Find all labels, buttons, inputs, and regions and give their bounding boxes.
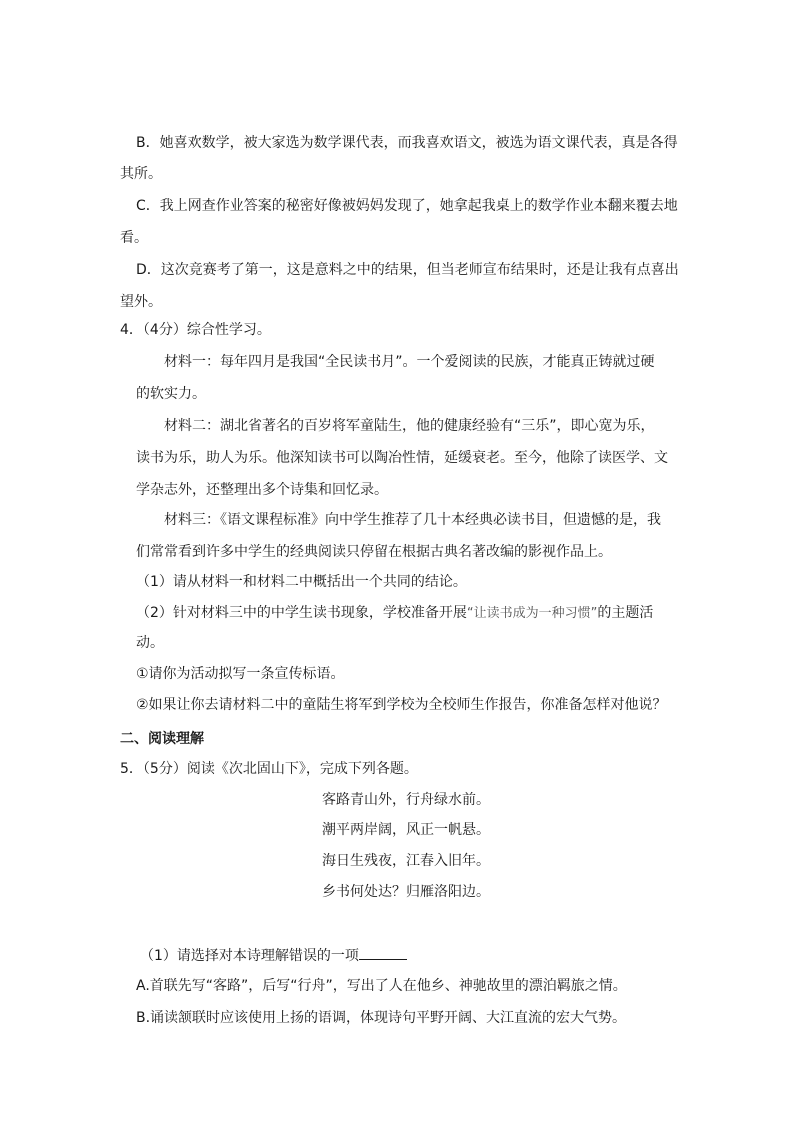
- answer-blank[interactable]: [359, 945, 407, 960]
- q3-option-d-line2: 望外。: [120, 294, 162, 310]
- q5-sub1: [140, 945, 407, 966]
- q4-sub2-line2: 动。: [136, 635, 164, 651]
- q3-option-b-line1: B．她喜欢数学，被大家选为数学课代表，而我喜欢语文，被选为语文课代表，真是各得: [136, 135, 678, 151]
- q4-material1-line2: 的软实力。: [136, 386, 206, 402]
- q4-sub2-pre: （2）针对材料三中的中学生读书现象，学校准备开展: [136, 605, 467, 621]
- q5-option-b: B.诵读颔联时应该使用上扬的语调，体现诗句平野开阔、大江直流的宏大气势。: [136, 1010, 627, 1026]
- q5-header: 5．（5分）阅读《次北固山下》，完成下列各题。: [120, 761, 418, 777]
- section-title-reading: 二、阅读理解: [120, 731, 204, 747]
- q4-material2-line1: 材料二：湖北省著名的百岁将军童陆生，他的健康经验有“三乐”，即心宽为乐，: [164, 418, 655, 434]
- q4-material2-line3: 学杂志外，还整理出多个诗集和回忆录。: [136, 482, 388, 498]
- q4-sub2-item2: ②如果让你去请材料二中的童陆生将军到学校为全校师生作报告，你准备怎样对他说？: [136, 697, 667, 713]
- q4-material1-line1: 材料一：每年四月是我国“全民读书月”。一个爱阅读的民族，才能真正铸就过硬: [164, 354, 655, 370]
- q4-sub2-post: 的主题活: [597, 605, 654, 621]
- q3-option-d-line1: D．这次竞赛考了第一，这是意料之中的结果，但当老师宣布结果时，还是让我有点喜出: [136, 262, 679, 278]
- q5-sub1-text: （1）请选择对本诗理解错误的一项: [140, 948, 359, 964]
- poem-line-1: 客路青山外，行舟绿水前。: [322, 792, 490, 808]
- q3-option-c-line1: C．我上网查作业答案的秘密好像被妈妈发现了，她拿起我桌上的数学作业本翻来覆去地: [136, 198, 678, 214]
- q3-option-b-line2: 其所。: [120, 166, 162, 182]
- q4-material2-line2: 读书为乐，助人为乐。他深知读书可以陶冶性情，延缓衰老。至今，他除了读医学、文: [136, 450, 668, 466]
- q4-sub1: （1）请从材料一和材料二中概括出一个共同的结论。: [136, 574, 467, 590]
- q4-sub2-slogan: “让读书成为一种习惯”: [466, 606, 598, 621]
- q4-sub2-item1: ①请你为活动拟写一条宣传标语。: [136, 666, 345, 682]
- q5-option-a: A.首联先写“客路”，后写“行舟”，写出了人在他乡、神驰故里的漂泊羁旅之情。: [136, 978, 627, 994]
- q4-material3-line2: 们常常看到许多中学生的经典阅读只停留在根据古典名著改编的影视作品上。: [136, 544, 612, 560]
- q4-sub2-line1: [136, 603, 653, 624]
- q4-header: 4．（4分）综合性学习。: [120, 322, 271, 338]
- poem-line-3: 海日生残夜，江春入旧年。: [322, 853, 490, 869]
- q4-material3-line1: 材料三：《语文课程标准》向中学生推荐了几十本经典必读书目，但遗憾的是，我: [164, 512, 661, 528]
- poem-line-2: 潮平两岸阔，风正一帆悬。: [322, 822, 490, 838]
- q3-option-c-line2: 看。: [120, 230, 148, 246]
- poem-line-4: 乡书何处达？归雁洛阳边。: [322, 884, 490, 900]
